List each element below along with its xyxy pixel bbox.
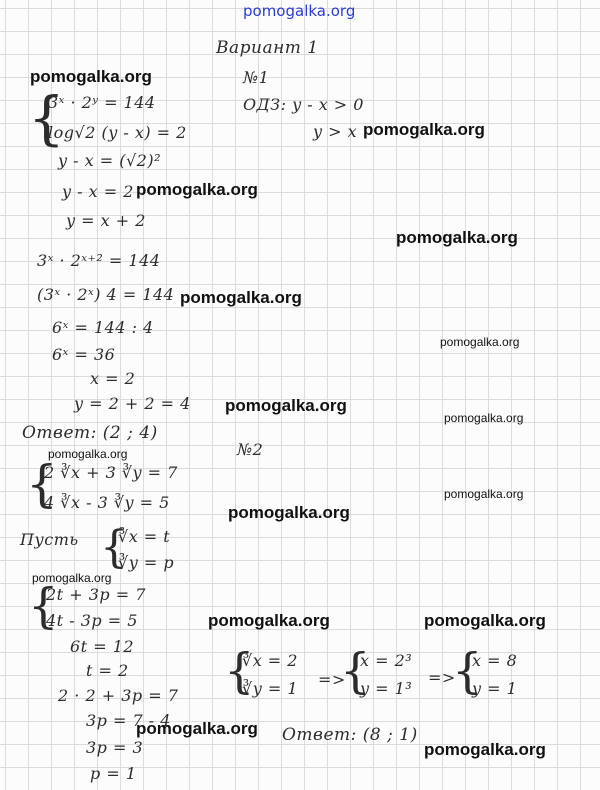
task1-line: y - x = 2 bbox=[62, 182, 134, 201]
watermark: pomogalka.org bbox=[30, 67, 152, 86]
task2-line: ∛x = t bbox=[118, 527, 171, 546]
task1-line: log√2 (y - x) = 2 bbox=[48, 123, 187, 142]
task2-line: x = 2³ bbox=[360, 651, 413, 670]
task1-line: 6ˣ = 36 bbox=[52, 345, 116, 364]
task1-line: (3ˣ · 2ˣ) 4 = 144 bbox=[37, 285, 175, 304]
task2-line: ∛y = 1 bbox=[242, 679, 298, 698]
task2-implies: => bbox=[428, 668, 456, 687]
task2-line: 6t = 12 bbox=[70, 637, 135, 656]
task2-line: 4 ∛x - 3 ∛y = 5 bbox=[44, 493, 170, 512]
watermark: pomogalka.org bbox=[48, 447, 128, 461]
task2-substitution-label: Пусть bbox=[20, 530, 79, 549]
task2-answer: Ответ: (8 ; 1) bbox=[282, 725, 418, 745]
task2-line: 4t - 3p = 5 bbox=[46, 611, 138, 630]
task1-system-brace: { bbox=[28, 84, 65, 152]
task1-line: 3ˣ · 2ʸ = 144 bbox=[48, 93, 156, 112]
task2-cube-root-brace: { bbox=[224, 643, 255, 699]
task2-linear-system-brace: { bbox=[28, 578, 59, 634]
task2-line: y = 1 bbox=[472, 679, 518, 698]
task2-substitution-brace: { bbox=[100, 522, 128, 573]
task2-number: №2 bbox=[237, 440, 264, 459]
task2-result-brace: { bbox=[452, 643, 483, 699]
task1-line: y = 2 + 2 = 4 bbox=[74, 394, 191, 413]
task2-implies: => bbox=[318, 670, 346, 689]
task1-line: y = x + 2 bbox=[66, 211, 146, 230]
site-header-link[interactable]: pomogalka.org bbox=[243, 2, 356, 20]
task2-line: 2t + 3p = 7 bbox=[46, 585, 146, 604]
watermark: pomogalka.org bbox=[180, 288, 302, 307]
task2-line: x = 8 bbox=[472, 651, 518, 670]
task2-line: ∛y = p bbox=[118, 553, 175, 572]
task1-odz-line2: y > x bbox=[313, 122, 358, 141]
task2-line: p = 1 bbox=[90, 764, 137, 783]
task2-line: 3p = 7 - 4 bbox=[86, 711, 171, 730]
watermark: pomogalka.org bbox=[136, 719, 258, 738]
task1-line: 6ˣ = 144 : 4 bbox=[52, 318, 154, 337]
task1-number: №1 bbox=[243, 68, 270, 87]
watermark: pomogalka.org bbox=[228, 503, 350, 522]
watermark: pomogalka.org bbox=[363, 120, 485, 139]
watermark: pomogalka.org bbox=[440, 335, 520, 349]
task2-line: 2 · 2 + 3p = 7 bbox=[58, 686, 179, 705]
watermark: pomogalka.org bbox=[225, 396, 347, 415]
watermark: pomogalka.org bbox=[208, 611, 330, 630]
task2-system-brace: { bbox=[26, 455, 58, 513]
watermark: pomogalka.org bbox=[444, 411, 524, 425]
watermark: pomogalka.org bbox=[424, 740, 546, 759]
task2-power-brace: { bbox=[340, 643, 371, 699]
task2-line: y = 1³ bbox=[360, 679, 413, 698]
watermark: pomogalka.org bbox=[444, 487, 524, 501]
watermark: pomogalka.org bbox=[32, 571, 112, 585]
watermark: pomogalka.org bbox=[424, 611, 546, 630]
task2-line: 3p = 3 bbox=[86, 738, 144, 757]
watermark: pomogalka.org bbox=[396, 228, 518, 247]
variant-heading: Вариант 1 bbox=[216, 38, 319, 58]
task1-odz-line1: ОДЗ: y - x > 0 bbox=[243, 95, 364, 114]
task1-answer: Ответ: (2 ; 4) bbox=[22, 423, 158, 443]
task2-line: ∛x = 2 bbox=[242, 651, 298, 670]
watermark: pomogalka.org bbox=[136, 180, 258, 199]
task1-line: 3ˣ · 2ˣ⁺² = 144 bbox=[37, 251, 161, 270]
task1-line: x = 2 bbox=[90, 369, 136, 388]
task2-line: t = 2 bbox=[86, 661, 129, 680]
task1-line: y - x = (√2)² bbox=[58, 151, 161, 170]
task2-line: 2 ∛x + 3 ∛y = 7 bbox=[44, 463, 178, 482]
